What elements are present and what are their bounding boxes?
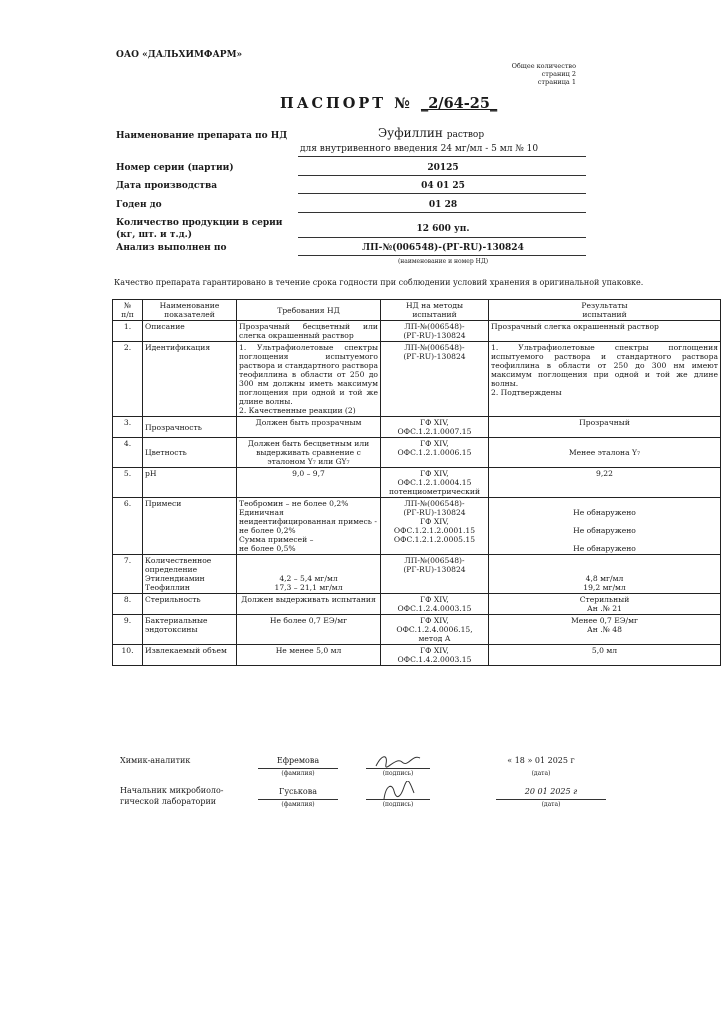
surname-caption: (фамилия) <box>281 801 315 808</box>
row-result: Менее 0,7 ЕЭ/мг Ан .№ 48 <box>489 615 721 645</box>
row-method: ГФ XIV, ОФС.1.2.4.0006.15, метод А <box>381 615 489 645</box>
quality-statement: Качество препарата гарантировано в течение срока годности при соблюдении условий хранения в оригинальной упаковке. <box>114 278 644 287</box>
surname-caption: (фамилия) <box>281 770 315 777</box>
row-result: 1. Ультрафиолетовые спектры поглощения испытуемого раствора и стандартного раствора теофиллина в области от 250 до 300 нм имеют максимум поглощения при одной и той же длине волны. 2. Подтверждены <box>489 342 721 417</box>
row-method: ЛП-№(006548)- (РГ-RU)-130824 <box>381 555 489 594</box>
row-num: 8. <box>113 594 143 615</box>
table-row <box>113 468 721 498</box>
head-date: 20 01 2025 г <box>524 787 578 796</box>
row-indicator: Бактериальные эндотоксины <box>143 615 237 645</box>
series-label: Номер серии (партии) <box>116 163 234 173</box>
page-count <box>494 62 576 86</box>
row-indicator: Цветность <box>143 438 237 468</box>
row-indicator: Извлекаемый объем <box>143 645 237 666</box>
table-row <box>113 498 721 555</box>
rule <box>366 799 430 800</box>
header-methods: НД на методы испытаний <box>381 300 489 321</box>
row-result: Стерильный Ан .№ 21 <box>489 594 721 615</box>
row-requirement: Не более 0,7 ЕЭ/мг <box>237 615 381 645</box>
row-requirement: 4,2 – 5,4 мг/мл 17,3 – 21,1 мг/мл <box>237 555 381 594</box>
table-row <box>113 555 721 594</box>
head-signature <box>378 781 418 801</box>
analysis-note: (наименование и номер НД) <box>397 258 489 265</box>
expiry-label: Годен до <box>116 200 162 210</box>
row-method: ГФ XIV, ОФС.1.4.2.0003.15 <box>381 645 489 666</box>
drug-name: Эуфиллин <box>378 126 443 140</box>
head-label-2: гической лаборатории <box>120 797 217 806</box>
expiry-value: 01 28 <box>428 200 458 210</box>
row-indicator: Описание <box>143 321 237 342</box>
row-num: 2. <box>113 342 143 417</box>
rule <box>298 255 586 256</box>
row-result: Не обнаружено Не обнаружено Не обнаружено <box>489 498 721 555</box>
company-name: ОАО «ДАЛЬХИМФАРМ» <box>116 50 243 60</box>
row-indicator: Количественное определение Этилендиамин Теофиллин <box>143 555 237 594</box>
row-requirement: Прозрачный бесцветный или слегка окрашенный раствор <box>237 321 381 342</box>
row-method: ЛП-№(006548)- (РГ-RU)-130824 <box>381 342 489 417</box>
quantity-unit-label: (кг, шт. и т.д.) <box>116 230 192 240</box>
table-row <box>113 615 721 645</box>
results-table <box>112 299 721 666</box>
rule <box>298 175 586 176</box>
table-row <box>113 417 721 438</box>
pages-total: Общее количество страниц 2 <box>511 62 576 78</box>
page-current: страница 1 <box>537 78 576 86</box>
chemist-label: Химик-аналитик <box>120 756 191 765</box>
row-result: 9,22 <box>489 468 721 498</box>
header-num: № п/п <box>113 300 143 321</box>
row-indicator: Стерильность <box>143 594 237 615</box>
table-row <box>113 342 721 417</box>
quantity-value: 12 600 уп. <box>416 224 470 234</box>
table-row <box>113 594 721 615</box>
header-results: Результаты испытаний <box>489 300 721 321</box>
drug-description: для внутривенного введения 24 мг/мл - 5 мл № 10 <box>300 144 539 154</box>
document-title <box>280 95 497 112</box>
chemist-name: Ефремова <box>276 756 320 765</box>
row-requirement: Не менее 5,0 мл <box>237 645 381 666</box>
signature-caption: (подпись) <box>382 770 414 777</box>
row-num: 6. <box>113 498 143 555</box>
row-method: ГФ XIV, ОФС.1.2.1.0006.15 <box>381 438 489 468</box>
passport-number: _2/64-25_ <box>420 95 498 112</box>
title-prefix: ПАСПОРТ № <box>280 95 413 112</box>
series-value: 20125 <box>427 163 459 173</box>
row-indicator: pH <box>143 468 237 498</box>
row-result: Прозрачный <box>489 417 721 438</box>
rule <box>298 156 586 157</box>
table-row <box>113 321 721 342</box>
analysis-value: ЛП-№(006548)-(РГ-RU)-130824 <box>362 243 524 253</box>
row-num: 9. <box>113 615 143 645</box>
head-label: Начальник микробиоло- <box>120 786 224 795</box>
header-requirements: Требования НД <box>237 300 381 321</box>
date-caption: (дата) <box>531 770 551 777</box>
row-requirement: 9,0 – 9,7 <box>237 468 381 498</box>
header-indicator: Наименование показателей <box>143 300 237 321</box>
rule <box>298 193 586 194</box>
analysis-label: Анализ выполнен по <box>116 243 227 253</box>
rule <box>496 799 606 800</box>
row-requirement: Теобромин – не более 0,2% Единичная неидентифицированная примесь - не более 0,2% Сумма примесей – не более 0,5% <box>237 498 381 555</box>
row-result: 4,8 мг/мл 19,2 мг/мл <box>489 555 721 594</box>
row-requirement: 1. Ультрафиолетовые спектры поглощения испытуемого раствора и стандартного раствора теофиллина в области от 250 до 300 нм должны иметь максимум поглощения при одной и той же длине волны. 2. Качественные реакции (2) <box>237 342 381 417</box>
row-requirement: Должен выдерживать испытания <box>237 594 381 615</box>
row-method: ЛП-№(006548)- (РГ-RU)-130824 <box>381 321 489 342</box>
rule <box>366 768 430 769</box>
row-method: ГФ XIV, ОФС.1.2.1.0007.15 <box>381 417 489 438</box>
rule <box>298 212 586 213</box>
production-label: Дата производства <box>116 181 218 191</box>
row-requirement: Должен быть бесцветным или выдерживать сравнение с эталоном Y₇ или GY₇ <box>237 438 381 468</box>
signature-caption: (подпись) <box>382 801 414 808</box>
row-num: 1. <box>113 321 143 342</box>
drug-label: Наименование препарата по НД <box>116 131 288 141</box>
row-num: 7. <box>113 555 143 594</box>
rule <box>258 768 338 769</box>
row-indicator: Примеси <box>143 498 237 555</box>
row-method: ЛП-№(006548)- (РГ-RU)-130824 ГФ XIV, ОФС.1.2.1.2.0001.15 ОФС.1.2.1.2.0005.15 <box>381 498 489 555</box>
table-row <box>113 438 721 468</box>
table-row <box>113 645 721 666</box>
chemist-date: « 18 » 01 2025 г <box>507 756 575 765</box>
row-method: ГФ XIV, ОФС.1.2.1.0004.15 потенциометрический <box>381 468 489 498</box>
row-num: 10. <box>113 645 143 666</box>
rule <box>298 237 586 238</box>
drug-name-line <box>378 126 484 140</box>
row-indicator: Прозрачность <box>143 417 237 438</box>
date-caption: (дата) <box>541 801 561 808</box>
row-num: 5. <box>113 468 143 498</box>
row-result: 5,0 мл <box>489 645 721 666</box>
row-num: 4. <box>113 438 143 468</box>
production-value: 04 01 25 <box>421 181 465 191</box>
row-result: Прозрачный слегка окрашенный раствор <box>489 321 721 342</box>
table-header-row <box>113 300 721 321</box>
row-result: Менее эталона Y₇ <box>489 438 721 468</box>
row-indicator: Идентификация <box>143 342 237 417</box>
row-requirement: Должен быть прозрачным <box>237 417 381 438</box>
rule <box>258 799 338 800</box>
drug-form: раствор <box>446 130 485 140</box>
row-method: ГФ XIV, ОФС.1.2.4.0003.15 <box>381 594 489 615</box>
row-num: 3. <box>113 417 143 438</box>
quantity-label: Количество продукции в серии <box>116 218 283 228</box>
head-name: Гуськова <box>279 787 317 796</box>
